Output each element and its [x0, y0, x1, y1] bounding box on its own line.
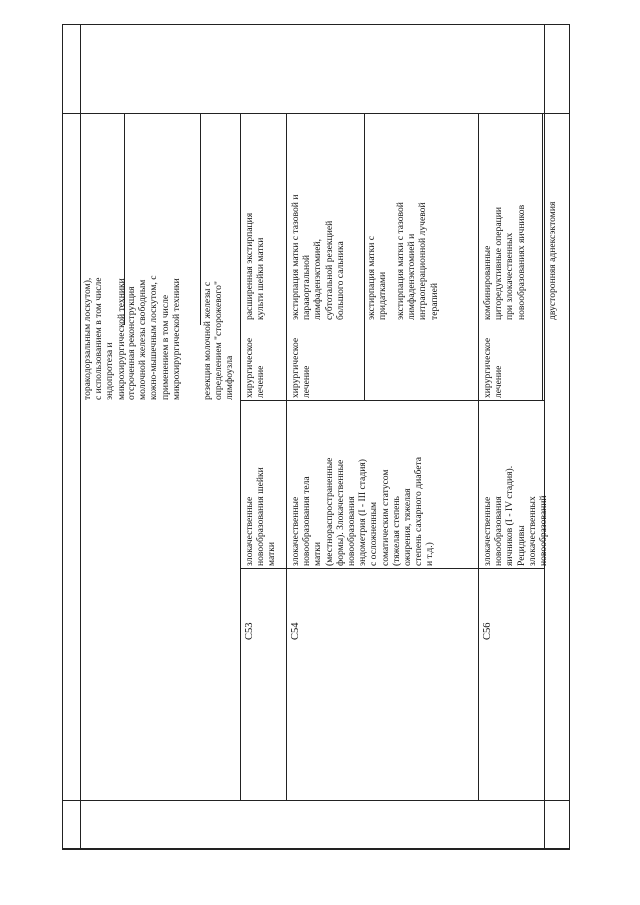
method-cell-c50-c: резекция молочной железы с определением "сторожевого" лимфоузла [202, 281, 236, 400]
method-cell-c54-c: экстирпация матки с тазовой лимфаденэктомией и интраоперационной лучевой терапией [395, 202, 440, 320]
method-cell-c50-b: отсроченная реконструкция молочной железы свободным кожно-мышечным лоскутом, с применением в том числе микрохирургической техники [126, 275, 182, 400]
code-cell-c53: C53 [244, 622, 255, 640]
row-divider [240, 568, 544, 569]
column-divider [544, 24, 545, 849]
code-cell-c56: C56 [482, 622, 493, 640]
method-cell-c56-b: двусторонняя аднексэктомия [547, 201, 558, 320]
column-divider [286, 113, 287, 800]
subcell-divider [364, 113, 365, 400]
diagnosis-cell-c56: злокачественные новообразования яичников (I - IV стадия). Рецидивы злокачественных новообразований [482, 465, 550, 566]
diagnosis-cell-c54: злокачественные новообразования тела матки (местнораспространенные формы). Злокачественные новообразования эндометрия (I - III стадия) с осложненным соматическим статусом (тяжелая степень ожирения, тяжелая степень сахарного диабета и т.д.) [290, 456, 436, 566]
row-divider [240, 400, 544, 401]
method-cell-c54-a: экстирпация матки с тазовой и парааортальной лимфаденэктомией, субтотальной резекцией большого сальника [290, 194, 346, 320]
code-cell-c54: C54 [290, 622, 301, 640]
diagnosis-cell-c53: злокачественные новообразования шейки матки [244, 467, 278, 566]
treatment-cell-c54: хирургическое лечение [290, 337, 313, 398]
row-divider [62, 849, 570, 850]
row-divider [62, 800, 570, 801]
treatment-cell-c53: хирургическое лечение [244, 337, 267, 398]
method-cell-c56-a: комбинированные циторедуктивные операции при злокачественных новообразованиях яичников [482, 204, 527, 320]
treatment-cell-c56: хирургическое лечение [482, 337, 505, 398]
column-divider [240, 113, 241, 800]
subcell-divider [542, 113, 543, 400]
column-divider [80, 24, 81, 849]
method-cell-c54-b: экстирпация матки с придатками [366, 235, 389, 320]
method-cell-c53: расширенная экстирпация культи шейки матки [244, 212, 267, 320]
method-cell-c50-a: торакодорзальным лоскутом), с использованием в том числе эндопротеза и микрохирургической техники [82, 277, 127, 400]
subcell-divider [200, 113, 201, 325]
column-divider [478, 113, 479, 800]
